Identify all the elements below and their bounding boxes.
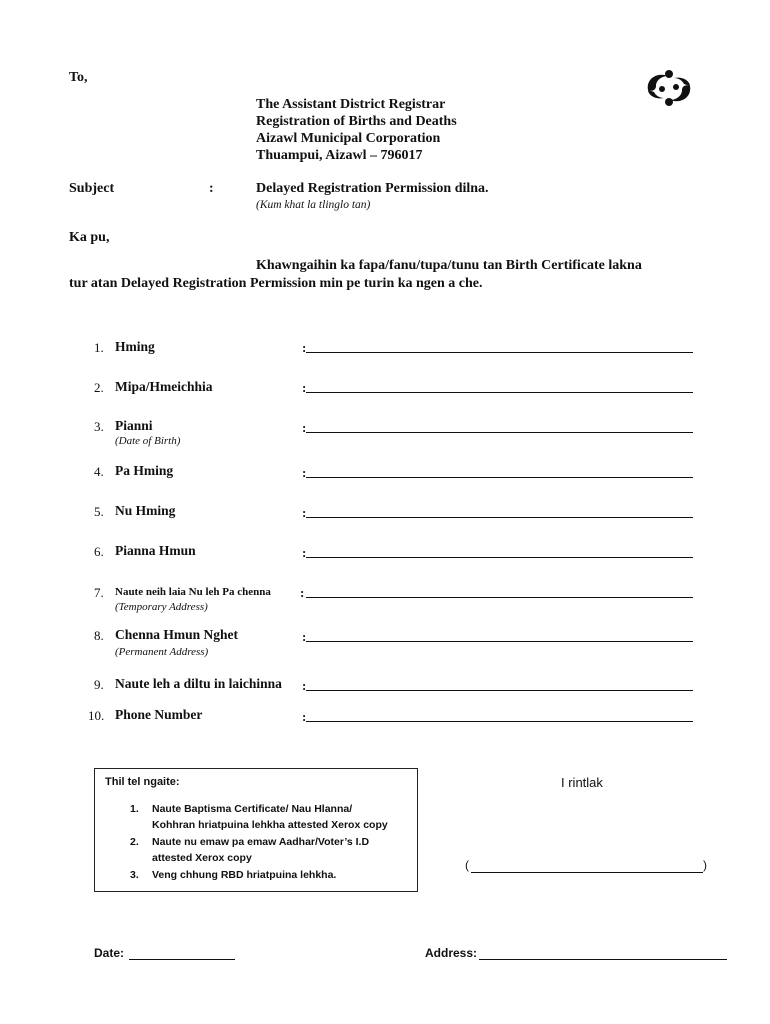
field-number: 10. bbox=[88, 708, 105, 723]
field-number: 3. bbox=[94, 419, 104, 434]
field-sublabel: (Date of Birth) bbox=[115, 435, 181, 447]
field-input-line[interactable] bbox=[306, 641, 693, 642]
field-colon: : bbox=[302, 709, 307, 724]
address-line-1: The Assistant District Registrar bbox=[256, 97, 446, 112]
attachment-item-line: attested Xerox copy bbox=[152, 852, 252, 864]
field-input-line[interactable] bbox=[306, 392, 693, 393]
field-input-line[interactable] bbox=[306, 690, 693, 691]
field-number: 6. bbox=[94, 544, 104, 559]
signature-open-paren: ( bbox=[465, 858, 469, 872]
field-number: 8. bbox=[94, 628, 104, 643]
address-line-2: Registration of Births and Deaths bbox=[256, 114, 457, 129]
field-colon: : bbox=[302, 505, 307, 520]
field-input-line[interactable] bbox=[306, 517, 693, 518]
field-sublabel: (Temporary Address) bbox=[115, 601, 208, 613]
field-label: Nu Hming bbox=[115, 503, 176, 518]
address-line-4: Thuampui, Aizawl – 796017 bbox=[256, 148, 423, 163]
field-label: Pianni bbox=[115, 418, 153, 433]
signature-label: I rintlak bbox=[561, 775, 603, 790]
amc-logo bbox=[642, 68, 696, 108]
field-sublabel: (Permanent Address) bbox=[115, 646, 209, 658]
field-label: Pianna Hmun bbox=[115, 543, 196, 558]
date-input-line[interactable] bbox=[129, 959, 235, 960]
field-label: Chenna Hmun Nghet bbox=[115, 627, 239, 642]
field-colon: : bbox=[302, 420, 307, 435]
date-label: Date: bbox=[94, 946, 125, 960]
subject-label: Subject bbox=[69, 181, 115, 196]
address-label: Address: bbox=[425, 946, 478, 960]
to-label: To, bbox=[69, 70, 88, 85]
field-label: Hming bbox=[115, 339, 155, 354]
attachment-item-line: Naute nu emaw pa emaw Aadhar/Voter’s I.D bbox=[152, 836, 370, 848]
field-colon: : bbox=[300, 585, 305, 600]
attachment-item-line: Kohhran hriatpuina lehkha attested Xerox copy bbox=[152, 819, 388, 831]
subject-colon: : bbox=[209, 181, 214, 196]
field-number: 7. bbox=[94, 585, 104, 600]
field-input-line[interactable] bbox=[306, 477, 693, 478]
subject-text: Delayed Registration Permission dilna. bbox=[256, 181, 489, 196]
signature-line[interactable] bbox=[471, 872, 703, 873]
field-label: Pa Hming bbox=[115, 463, 174, 478]
field-colon: : bbox=[302, 678, 307, 693]
field-label: Naute neih laia Nu leh Pa chenna bbox=[115, 586, 271, 598]
field-colon: : bbox=[302, 629, 307, 644]
field-label: Mipa/Hmeichhia bbox=[115, 379, 213, 394]
field-input-line[interactable] bbox=[306, 352, 693, 353]
body-line-2: tur atan Delayed Registration Permission min pe turin ka ngen a che. bbox=[69, 276, 483, 291]
attachment-number: 2. bbox=[130, 836, 139, 848]
attachment-item-line: Veng chhung RBD hriatpuina lehkha. bbox=[152, 869, 337, 881]
field-number: 4. bbox=[94, 464, 104, 479]
subject-translation: (Kum khat la tlinglo tan) bbox=[256, 199, 371, 211]
field-colon: : bbox=[302, 465, 307, 480]
field-colon: : bbox=[302, 340, 307, 355]
field-number: 2. bbox=[94, 380, 104, 395]
attachment-number: 1. bbox=[130, 803, 139, 815]
field-label: Naute leh a diltu in laichinna bbox=[115, 676, 282, 691]
field-label: Phone Number bbox=[115, 707, 203, 722]
field-number: 9. bbox=[94, 677, 104, 692]
signature-close-paren: ) bbox=[703, 858, 707, 872]
field-input-line[interactable] bbox=[306, 432, 693, 433]
body-line-1: Khawngaihin ka fapa/fanu/tupa/tunu tan Birth Certificate lakna bbox=[256, 258, 642, 273]
field-number: 1. bbox=[94, 340, 104, 355]
field-colon: : bbox=[302, 380, 307, 395]
field-colon: : bbox=[302, 545, 307, 560]
field-number: 5. bbox=[94, 504, 104, 519]
address-input-line[interactable] bbox=[479, 959, 727, 960]
attachment-number: 3. bbox=[130, 869, 139, 881]
field-input-line[interactable] bbox=[306, 597, 693, 598]
greeting: Ka pu, bbox=[69, 230, 110, 245]
field-input-line[interactable] bbox=[306, 557, 693, 558]
attachment-item-line: Naute Baptisma Certificate/ Nau Hlanna/ bbox=[152, 803, 353, 815]
field-input-line[interactable] bbox=[306, 721, 693, 722]
attachments-title: Thil tel ngaite: bbox=[105, 776, 180, 788]
address-line-3: Aizawl Municipal Corporation bbox=[256, 131, 441, 146]
